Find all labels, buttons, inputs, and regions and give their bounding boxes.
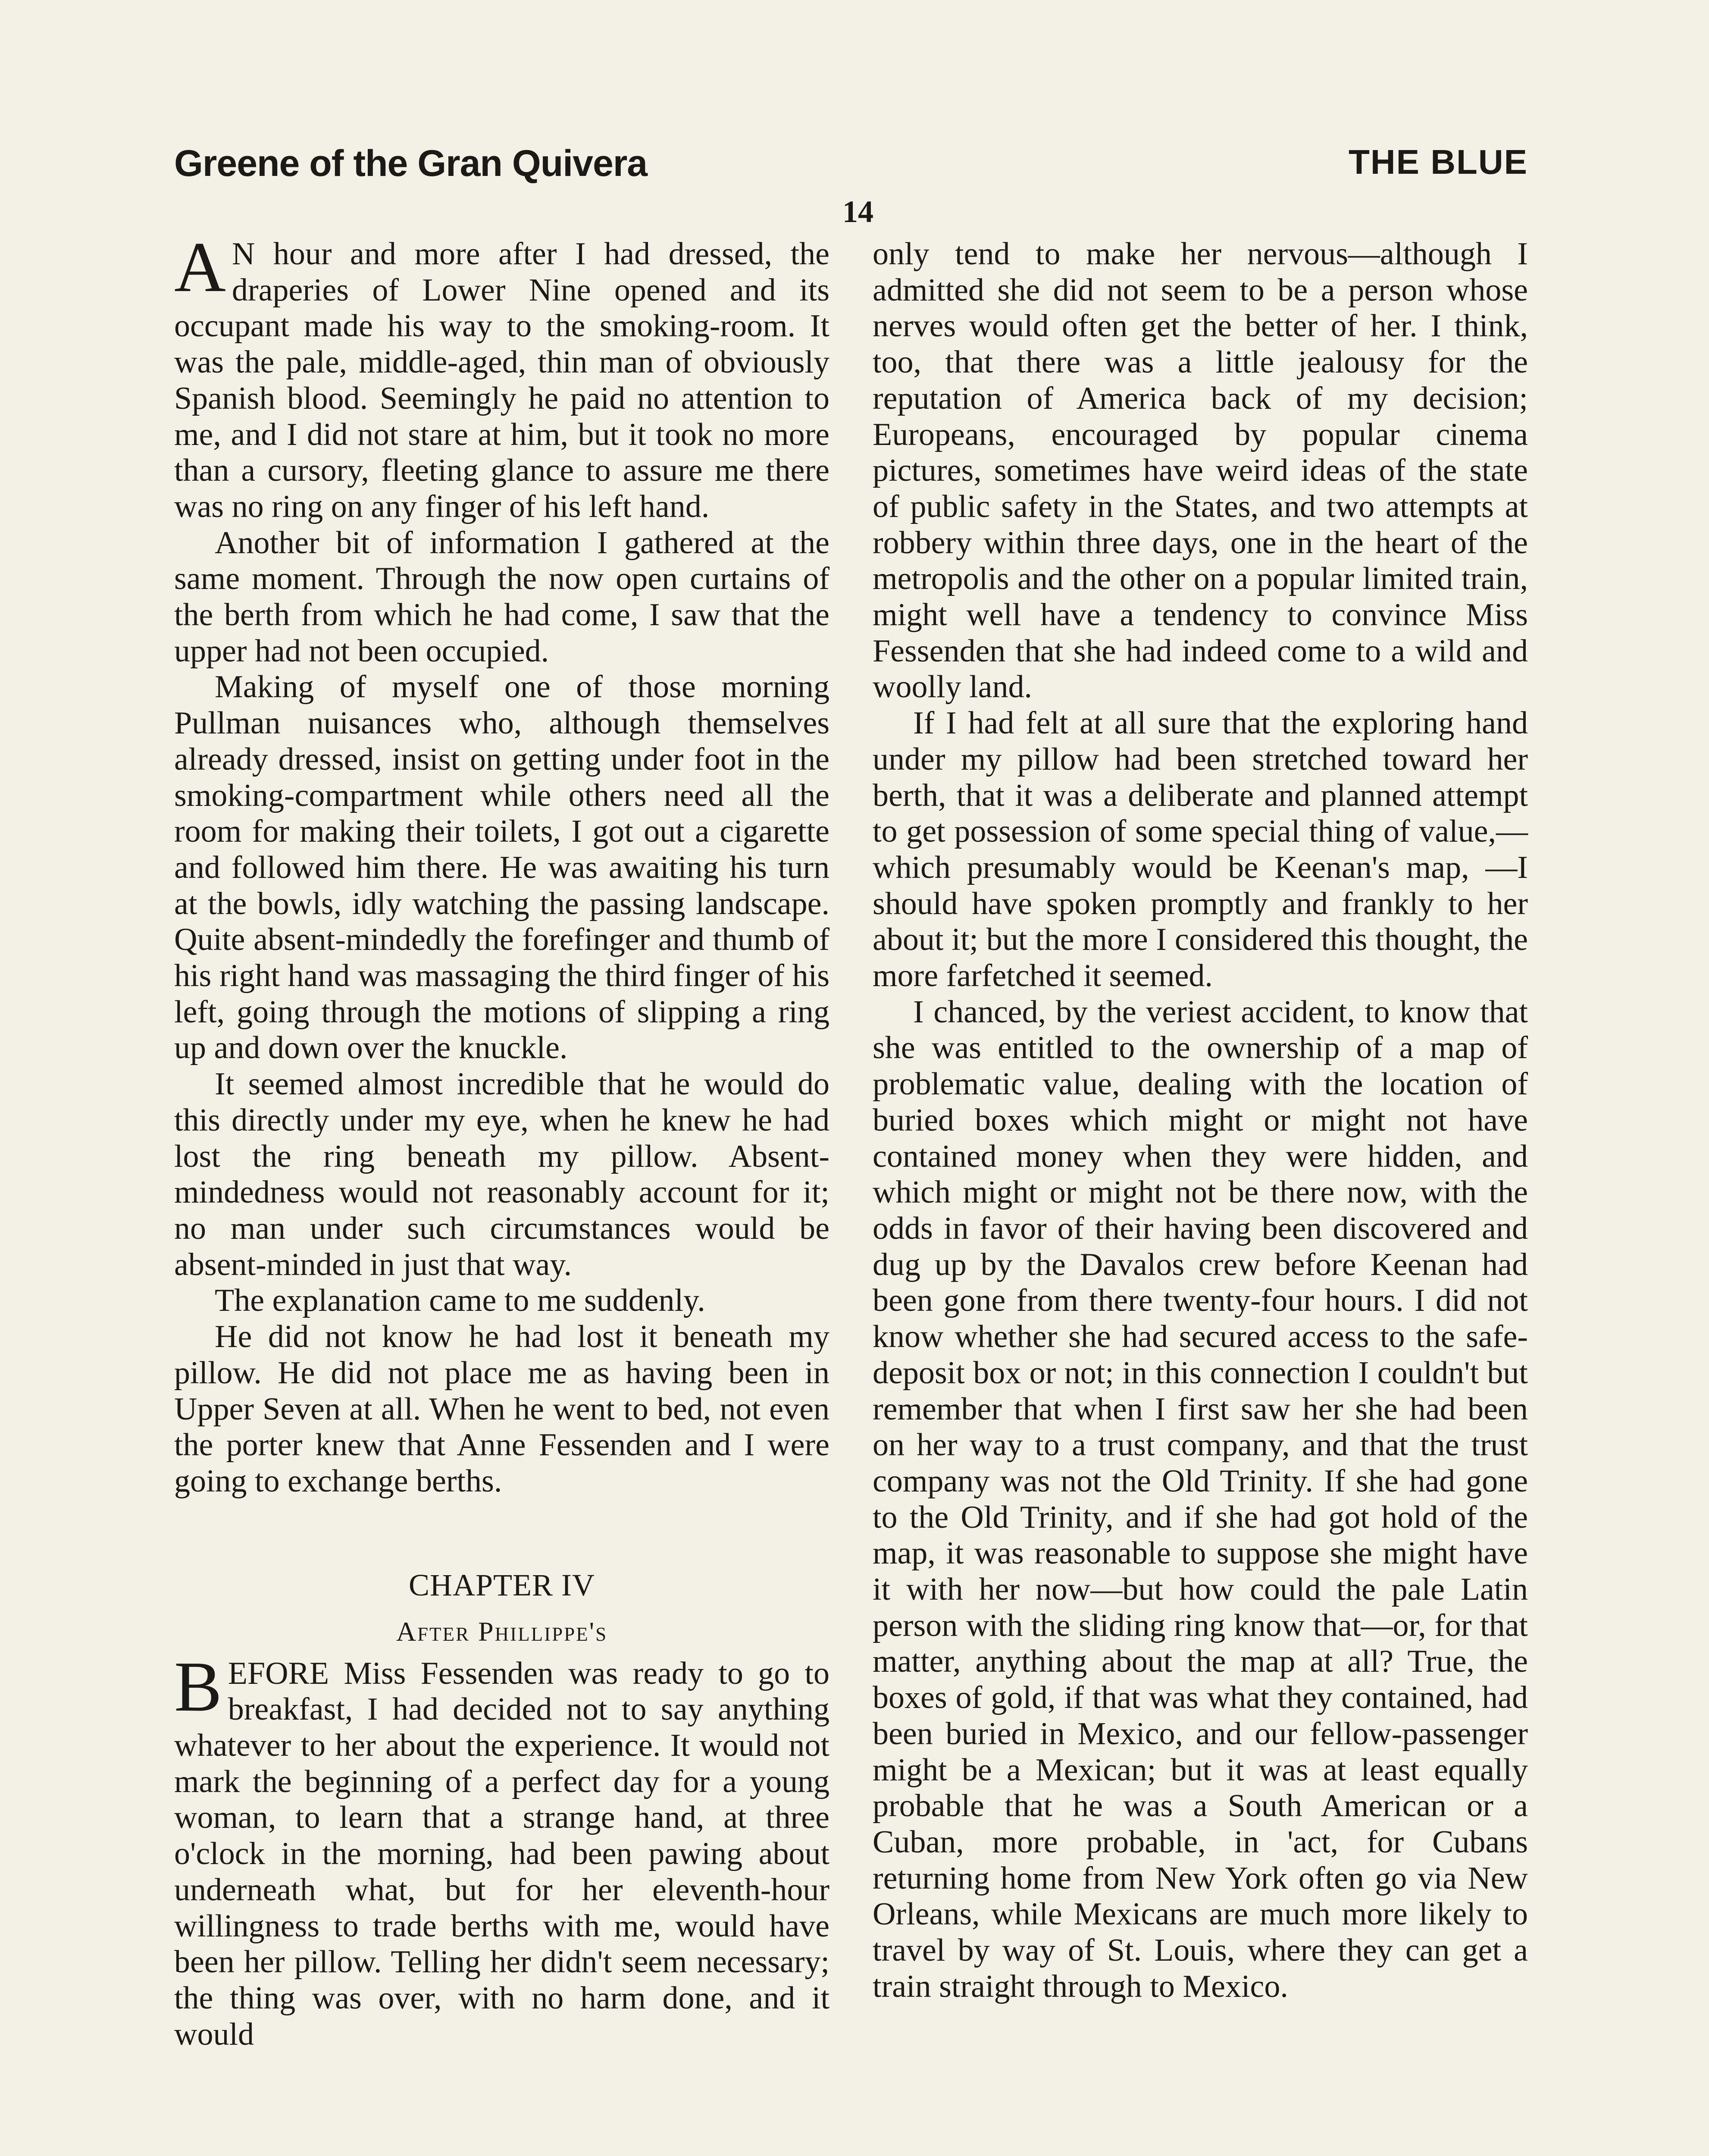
chapter-subtitle: After Phillippe's: [396, 1616, 608, 1647]
running-title-story: Greene of the Gran Quivera: [174, 143, 648, 184]
paragraph: If I had felt at all sure that the exploring hand under my pillow had been stretched toward her berth, that it was a deliberate and planned attempt to get possession of some special thing of value,—which presumably would be Keenan's map, —I should have spoken promptly and frankly to her about it; but the more I considered this thought, the more farfetched it seemed.: [873, 705, 1528, 994]
drop-cap: B: [174, 1646, 222, 1726]
paragraph: Another bit of information I gathered at the same moment. Through the now open curtains of the berth from which he had come, I saw that the upper had not been occupied.: [174, 525, 829, 669]
page-number: 14: [842, 194, 873, 229]
right-column: [873, 236, 1528, 2005]
paragraph: It seemed almost incredible that he would do this directly under my eye, when he knew he had lost the ring beneath my pillow. Absent-mindedness would not reasonably account for it; no man under such circumstances would be absent-minded in just that way.: [174, 1066, 829, 1282]
chapter-title: CHAPTER IV: [408, 1567, 595, 1602]
paragraph: The explanation came to me suddenly.: [215, 1283, 705, 1319]
small-caps-lead: EFORE: [228, 1655, 329, 1691]
running-title-magazine: THE BLUE: [1349, 143, 1528, 181]
paragraph-text: hour and more after I had dressed, the draperies of Lower Nine opened and its occupant made his way to the smoking-room. It was the pale, middle-aged, thin man of obviously Spanish blood. Seemingly he paid no attention to me, and I did not stare at him, but it took no more than a cursory, fleeting glance to assure me there was no ring on any finger of his left hand.: [174, 236, 829, 524]
paragraph: [174, 1646, 829, 2053]
paragraph: I chanced, by the veriest accident, to know that she was entitled to the ownership of a map of problematic value, dealing with the location of buried boxes which might or might not have contained money when they were hidden, and which might or might not be there now, with the odds in favor of their having been discovered and dug up by the Davalos crew before Keenan had been gone from there twenty-four hours. I did not know whether she had secured access to the safedeposit box or not; in this connection I couldn't but remember that when I first saw her she had been on her way to a trust company, and that the trust company was not the Old Trinity. If she had gone to the Old Trinity, and if she had got hold of the map, it was reasonable to suppose she might have it with her now—but how could the pale Latin person with the sliding ring know that—or, for that matter, anything about the map at all? True, the boxes of gold, if that was what they contained, had been buried in Mexico, and our fellow-passenger might be a Mexican; but it was at least equally probable that he was a South American or a Cuban, more probable, in 'act, for Cubans returning home from New York often go via New Orleans, while Mexicans are much more likely to travel by way of St. Louis, where they can get a train straight through to Mexico.: [873, 994, 1528, 2004]
paragraph-text: Miss Fessenden was ready to go to breakfast, I had decided not to say anything whatever to her about the experience. It would not mark the beginning of a perfect day for a young woman, to learn that a strange hand, at three o'clock in the morning, had been pawing about underneath what, but for her eleventh-hour willingness to trade berths with me, would have been her pillow. Telling her didn't seem necessary; the thing was over, with no harm done, and it would: [174, 1655, 829, 2052]
small-caps-lead: N: [232, 236, 255, 272]
left-column: [174, 227, 829, 2053]
paragraph: Making of myself one of those morning Pullman nuisances who, although themselves already dressed, insist on getting under foot in the smoking-compartment while others need all the room for making their toilets, I got out a cigarette and followed him there. He was awaiting his turn at the bowls, idly watching the passing landscape. Quite absent-mindedly the forefinger and thumb of his right hand was massaging the third finger of his left, going through the motions of slipping a ring up and down over the knuckle.: [174, 669, 829, 1066]
paragraph: He did not know he had lost it beneath my pillow. He did not place me as having been in Upper Seven at all. When he went to bed, not even the porter knew that Anne Fessenden and I were going to exchange berths.: [174, 1319, 829, 1499]
drop-cap: A: [174, 227, 226, 307]
paragraph-continued: only tend to make her nervous—although I admitted she did not seem to be a person whose nerves would often get the better of her. I think, too, that there was a little jealousy for the reputation of America back of my decision; Europeans, encouraged by popular cinema pictures, sometimes have weird ideas of the state of public safety in the States, and two attempts at robbery within three days, one in the heart of the metropolis and the other on a popular limited train, might well have a tendency to convince Miss Fessenden that she had indeed come to a wild and woolly land.: [873, 236, 1528, 705]
paragraph: [174, 227, 829, 525]
